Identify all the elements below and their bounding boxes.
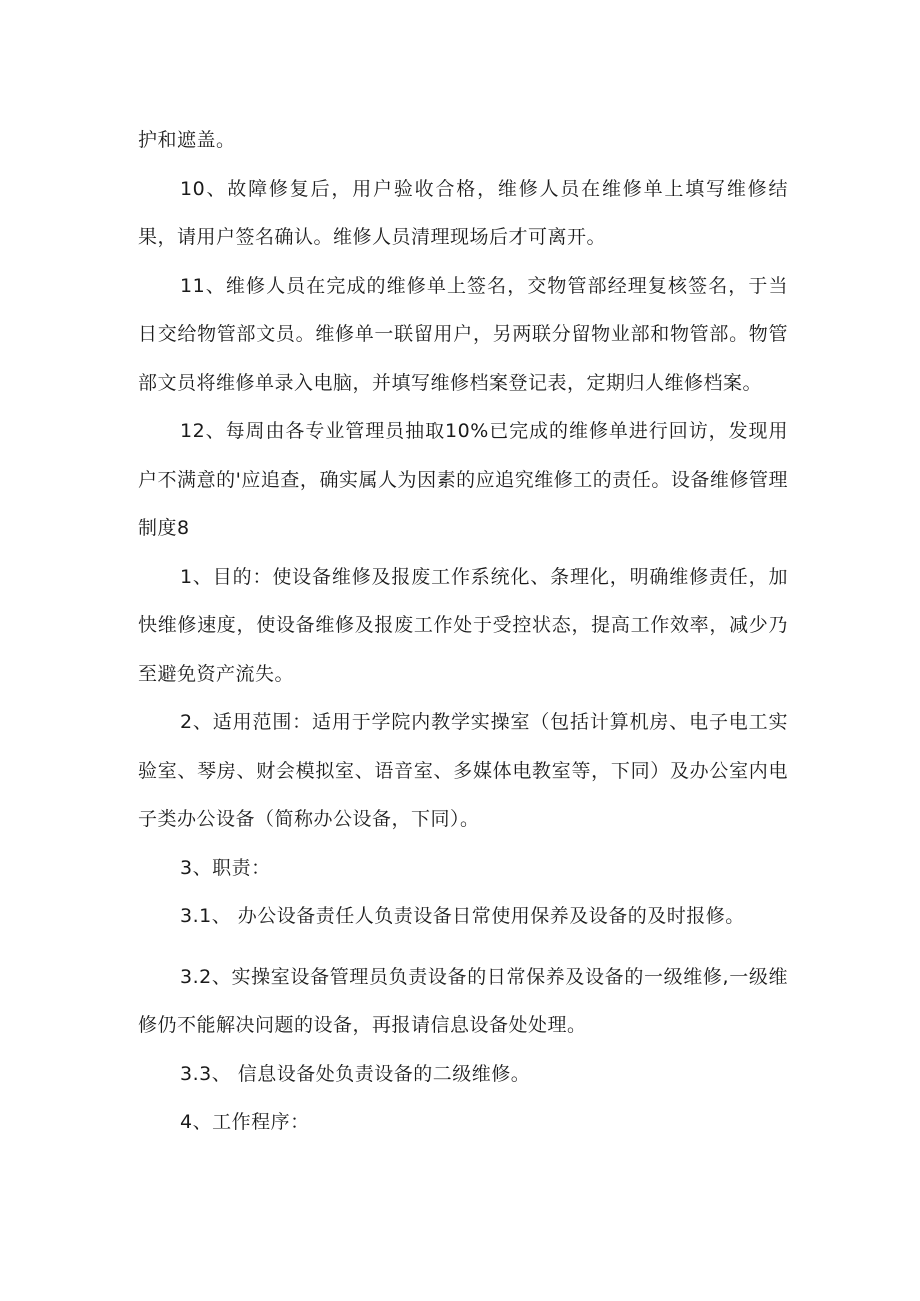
paragraph-item-10: 10、故障修复后，用户验收合格，维修人员在维修单上填写维修结果，请用户签名确认。维修人员清理现场后才可离开。: [138, 177, 788, 248]
paragraph-scope: 2、适用范围：适用于学院内教学实操室（包括计算机房、电子电工实验室、琴房、财会模拟室、语音室、多媒体电教室等，下同）及办公室内电子类办公设备（简称办公设备，下同）。: [138, 711, 788, 830]
paragraph-duty-3-2: 3.2、实操室设备管理员负责设备的日常保养及设备的一级维修,一级维修仍不能解决问题的设备，再报请信息设备处处理。: [138, 965, 788, 1036]
paragraph-duties-heading: 3、职责：: [180, 856, 271, 879]
paragraph-purpose: 1、目的：使设备维修及报废工作系统化、条理化，明确维修责任，加快维修速度，使设备维修及报废工作处于受控状态，提高工作效率，减少乃至避免资产流失。: [138, 565, 788, 685]
paragraph-duty-3-1: 3.1、 办公设备责任人负责设备日常使用保养及设备的及时报修。: [180, 905, 745, 927]
paragraph-duty-3-3: 3.3、 信息设备处负责设备的二级维修。: [180, 1062, 531, 1085]
paragraph-continuation: 护和遮盖。: [138, 129, 236, 151]
paragraph-procedure-heading: 4、工作程序：: [180, 1111, 310, 1133]
paragraph-item-11: 11、维修人员在完成的维修单上签名，交物管部经理复核签名，于当日交给物管部文员。维修单一联留用户，另两联分留物业部和物管部。物管部文员将维修单录入电脑，并填写维修档案登记表，定期归人维修档案。: [138, 274, 788, 394]
document-body: [138, 116, 788, 1147]
paragraph-item-12: 12、每周由各专业管理员抽取10%已完成的维修单进行回访，发现用户不满意的'应追查，确实属人为因素的应追究维修工的责任。设备维修管理制度8: [138, 420, 788, 539]
